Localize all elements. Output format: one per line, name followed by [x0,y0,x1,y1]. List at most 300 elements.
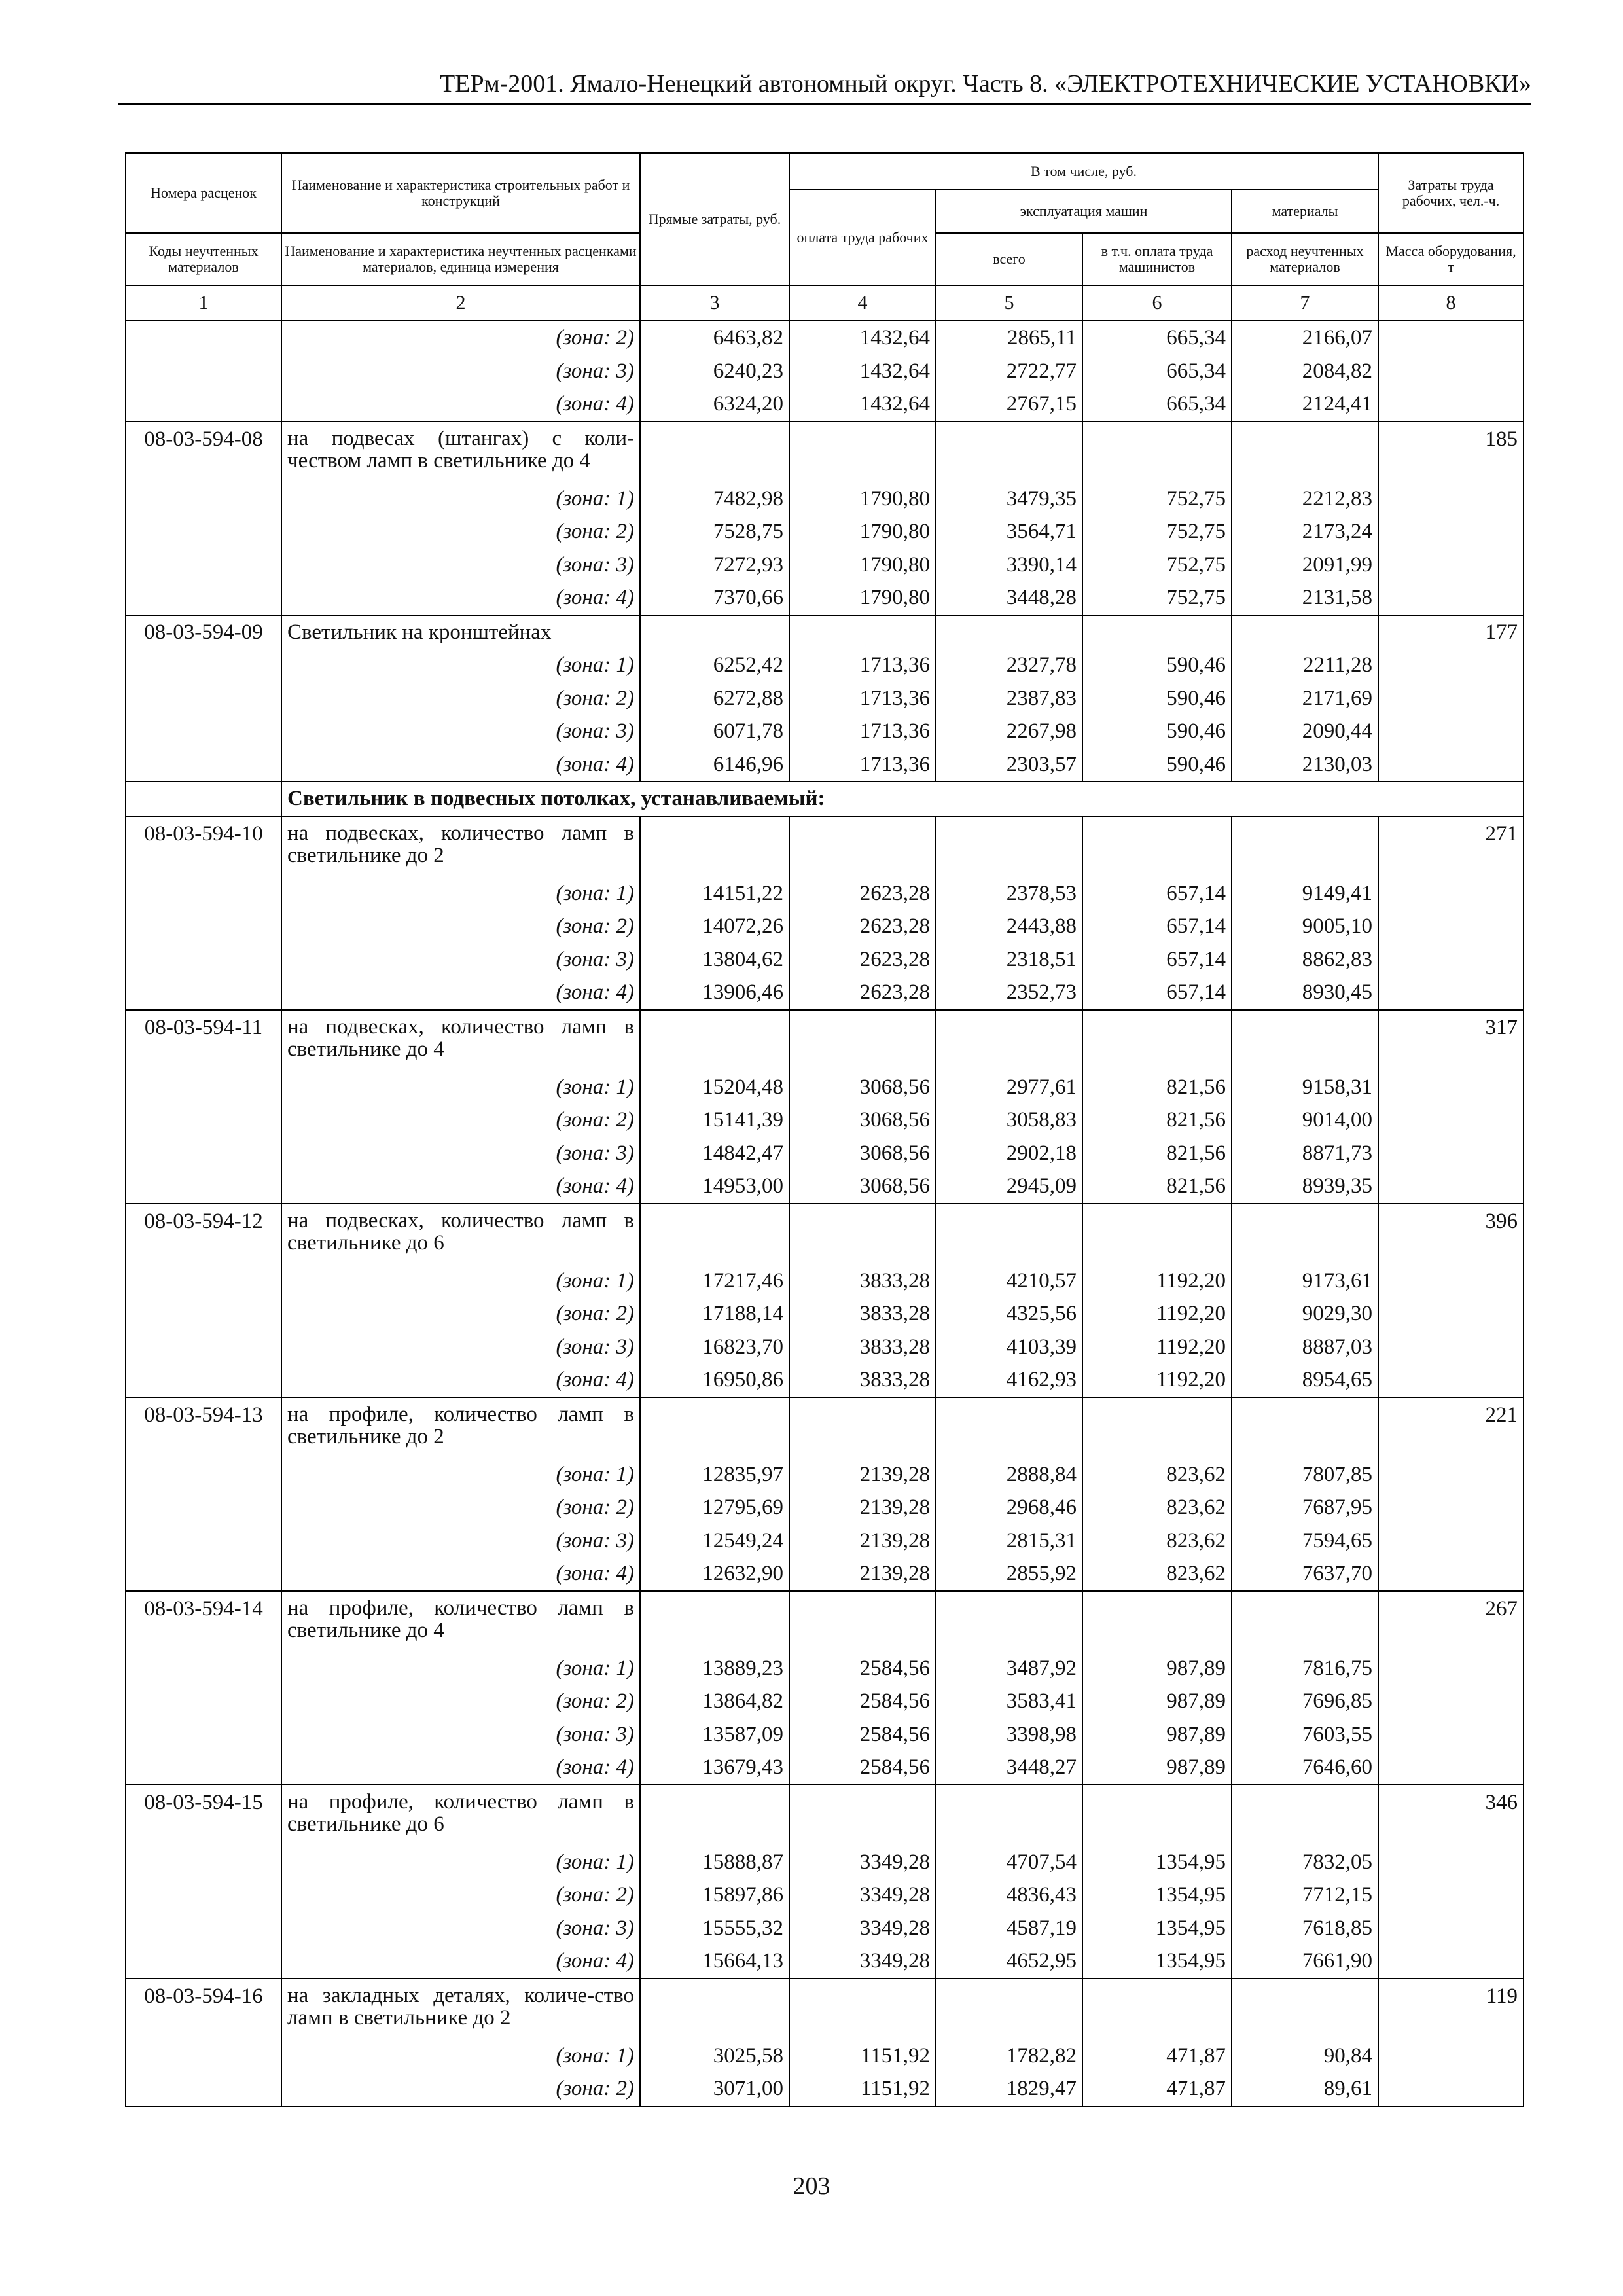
col-rate-number-header: Номера расценок [126,153,281,233]
cost-value: 3833,28 [789,1297,936,1331]
rate-code [126,321,281,355]
cost-value [1232,1591,1378,1652]
column-number: 8 [1378,285,1524,321]
work-name-text: на профиле, количество ламп в светильнике до 4 [287,1596,634,1642]
zone-row [126,877,1524,910]
work-name-text: на подвесках, количество ламп в светильнике до 2 [287,821,634,867]
cost-value: 8887,03 [1232,1331,1378,1364]
cost-value [640,422,789,482]
zone-row [126,1331,1524,1364]
zone-label: (зона: 1) [281,1458,640,1492]
cost-value: 2303,57 [936,748,1082,782]
price-table-container [125,152,1523,2107]
running-header: ТЕРм-2001. Ямало-Ненецкий автономный округ. Часть 8. «ЭЛЕКТРОТЕХНИЧЕСКИЕ УСТАНОВКИ» [440,70,1531,98]
zone-label: (зона: 2) [281,1878,640,1912]
cost-value: 9005,10 [1232,910,1378,943]
cost-value: 987,89 [1082,1718,1232,1751]
labor-hours [1378,2039,1524,2073]
cost-value: 1354,95 [1082,1878,1232,1912]
cost-value: 1432,64 [789,321,936,355]
zone-row [126,1071,1524,1104]
column-number: 6 [1082,285,1232,321]
work-name [281,422,640,482]
labor-hours [1378,877,1524,910]
cost-value: 1829,47 [936,2072,1082,2106]
rate-code: 08-03-594-16 [126,1979,281,2039]
item-row [126,1204,1524,1265]
cost-value [640,1204,789,1265]
labor-hours [1378,1491,1524,1524]
cost-value: 2327,78 [936,649,1082,682]
rate-code [126,581,281,615]
cost-value: 15664,13 [640,1945,789,1979]
zone-label: (зона: 2) [281,1491,640,1524]
cost-value: 7661,90 [1232,1945,1378,1979]
work-name [281,1979,640,2039]
cost-value [789,1010,936,1071]
cost-value [1232,1204,1378,1265]
cost-value: 2387,83 [936,682,1082,715]
cost-value: 6252,42 [640,649,789,682]
work-name [281,1397,640,1458]
cost-value: 1782,82 [936,2039,1082,2073]
cost-value: 8939,35 [1232,1170,1378,1204]
cost-value: 1151,92 [789,2039,936,2073]
cost-value: 9149,41 [1232,877,1378,910]
cost-value: 13587,09 [640,1718,789,1751]
cost-value [640,1979,789,2039]
col-labor-hours-header: Затраты труда рабочих, чел.-ч. [1378,153,1524,233]
cost-value: 821,56 [1082,1071,1232,1104]
cost-value: 2815,31 [936,1524,1082,1558]
cost-value [936,615,1082,649]
cost-value: 2139,28 [789,1557,936,1591]
price-table [125,152,1524,2107]
work-name [281,816,640,877]
cost-value: 16950,86 [640,1363,789,1397]
zone-label: (зона: 1) [281,1846,640,1879]
zone-label: (зона: 1) [281,1265,640,1298]
cost-value: 4325,56 [936,1297,1082,1331]
cost-value [789,816,936,877]
rate-code [126,1557,281,1591]
zone-row [126,1265,1524,1298]
rate-code [126,1846,281,1879]
cost-value: 9158,31 [1232,1071,1378,1104]
zone-row [126,910,1524,943]
work-name-text: на закладных деталях, количе-ство ламп в светильнике до 2 [287,1983,634,2030]
cost-value: 13864,82 [640,1685,789,1718]
zone-label: (зона: 3) [281,355,640,388]
cost-value: 2378,53 [936,877,1082,910]
col-direct-costs-header: Прямые затраты, руб. [640,153,789,285]
cost-value: 2584,56 [789,1685,936,1718]
rate-code [126,943,281,977]
labor-hours [1378,387,1524,422]
cost-value [1082,615,1232,649]
labor-hours [1378,1137,1524,1170]
col-materials-header: материалы [1232,190,1378,233]
labor-hours [1378,1685,1524,1718]
column-number: 2 [281,285,640,321]
cost-value [640,615,789,649]
rate-code [126,1912,281,1945]
cost-value: 3448,28 [936,581,1082,615]
labor-hours [1378,1878,1524,1912]
zone-label: (зона: 1) [281,1652,640,1685]
labor-hours: 119 [1378,1979,1524,2039]
cost-value: 3833,28 [789,1363,936,1397]
zone-label: (зона: 1) [281,649,640,682]
cost-value: 2139,28 [789,1524,936,1558]
labor-hours [1378,1170,1524,1204]
cost-value: 1192,20 [1082,1297,1232,1331]
cost-value [936,816,1082,877]
cost-value: 7482,98 [640,482,789,516]
zone-label: (зона: 1) [281,1071,640,1104]
zone-label: (зона: 4) [281,1557,640,1591]
item-row [126,422,1524,482]
zone-row [126,1103,1524,1137]
rate-code [126,1718,281,1751]
cost-value: 3448,27 [936,1751,1082,1785]
column-number: 4 [789,285,936,321]
labor-hours: 271 [1378,816,1524,877]
cost-value: 3349,28 [789,1912,936,1945]
zone-label: (зона: 3) [281,715,640,748]
rate-code [126,1945,281,1979]
zone-row [126,355,1524,388]
cost-value: 2767,15 [936,387,1082,422]
labor-hours [1378,321,1524,355]
cost-value: 2171,69 [1232,682,1378,715]
cost-value: 7618,85 [1232,1912,1378,1945]
zone-row [126,321,1524,355]
cost-value [936,1397,1082,1458]
cost-value: 7712,15 [1232,1878,1378,1912]
zone-row [126,943,1524,977]
item-row [126,1397,1524,1458]
cost-value: 752,75 [1082,548,1232,582]
labor-hours: 346 [1378,1785,1524,1846]
cost-value: 2623,28 [789,910,936,943]
zone-row [126,976,1524,1010]
zone-row [126,1363,1524,1397]
cost-value [789,1979,936,2039]
cost-value: 3068,56 [789,1103,936,1137]
cost-value: 8871,73 [1232,1137,1378,1170]
cost-value [789,1785,936,1846]
labor-hours [1378,2072,1524,2106]
item-row [126,816,1524,877]
cost-value: 4103,39 [936,1331,1082,1364]
cost-value: 3068,56 [789,1170,936,1204]
zone-label: (зона: 2) [281,682,640,715]
col-machines-total-header: всего [936,233,1082,285]
cost-value: 2584,56 [789,1718,936,1751]
rate-code [126,355,281,388]
section-code-cell [126,781,281,816]
work-name [281,1591,640,1652]
labor-hours: 177 [1378,615,1524,649]
cost-value: 90,84 [1232,2039,1378,2073]
cost-value: 7370,66 [640,581,789,615]
labor-hours [1378,581,1524,615]
column-number: 5 [936,285,1082,321]
zone-label: (зона: 1) [281,482,640,516]
zone-row [126,1458,1524,1492]
cost-value: 2352,73 [936,976,1082,1010]
cost-value: 3487,92 [936,1652,1082,1685]
labor-hours [1378,1363,1524,1397]
rate-code [126,515,281,548]
cost-value: 2977,61 [936,1071,1082,1104]
cost-value: 2131,58 [1232,581,1378,615]
cost-value: 2166,07 [1232,321,1378,355]
cost-value: 2173,24 [1232,515,1378,548]
cost-value: 9173,61 [1232,1265,1378,1298]
cost-value: 1192,20 [1082,1265,1232,1298]
cost-value: 987,89 [1082,1685,1232,1718]
cost-value: 2945,09 [936,1170,1082,1204]
cost-value [640,1397,789,1458]
work-name-text: на подвесках, количество ламп в светильнике до 4 [287,1014,634,1061]
zone-label: (зона: 2) [281,515,640,548]
cost-value: 471,87 [1082,2072,1232,2106]
cost-value: 2623,28 [789,943,936,977]
rate-code: 08-03-594-14 [126,1591,281,1652]
cost-value: 2124,41 [1232,387,1378,422]
cost-value: 8930,45 [1232,976,1378,1010]
cost-value: 6463,82 [640,321,789,355]
cost-value: 823,62 [1082,1458,1232,1492]
rate-code [126,1751,281,1785]
cost-value: 13679,43 [640,1751,789,1785]
cost-value: 14072,26 [640,910,789,943]
work-name-text: на профиле, количество ламп в светильнике до 6 [287,1789,634,1836]
zone-label: (зона: 3) [281,1524,640,1558]
cost-value: 2211,28 [1232,649,1378,682]
column-number: 7 [1232,285,1378,321]
cost-value: 752,75 [1082,515,1232,548]
labor-hours [1378,1557,1524,1591]
labor-hours [1378,1331,1524,1364]
cost-value: 1354,95 [1082,1912,1232,1945]
cost-value: 15555,32 [640,1912,789,1945]
zone-label: (зона: 4) [281,387,640,422]
cost-value: 665,34 [1082,321,1232,355]
cost-value: 7687,95 [1232,1491,1378,1524]
column-number: 1 [126,285,281,321]
zone-label: (зона: 1) [281,877,640,910]
work-name [281,615,640,649]
labor-hours [1378,1912,1524,1945]
cost-value: 12549,24 [640,1524,789,1558]
cost-value: 1790,80 [789,581,936,615]
work-name-text: на профиле, количество ламп в светильнике до 2 [287,1402,634,1448]
cost-value: 7637,70 [1232,1557,1378,1591]
cost-value [1232,1397,1378,1458]
rate-code [126,715,281,748]
cost-value: 471,87 [1082,2039,1232,2073]
labor-hours [1378,1524,1524,1558]
labor-hours [1378,976,1524,1010]
rate-code [126,1878,281,1912]
zone-row [126,649,1524,682]
cost-value: 3058,83 [936,1103,1082,1137]
labor-hours [1378,482,1524,516]
cost-value [640,1785,789,1846]
cost-value: 3833,28 [789,1265,936,1298]
cost-value: 1192,20 [1082,1363,1232,1397]
cost-value [1232,1979,1378,2039]
zone-label: (зона: 2) [281,2072,640,2106]
rate-code [126,1137,281,1170]
zone-row [126,1491,1524,1524]
cost-value [936,1204,1082,1265]
cost-value: 2722,77 [936,355,1082,388]
cost-value [789,422,936,482]
rate-code [126,748,281,782]
rate-code: 08-03-594-12 [126,1204,281,1265]
cost-value [1232,816,1378,877]
cost-value: 657,14 [1082,910,1232,943]
rate-code [126,1363,281,1397]
zone-row [126,715,1524,748]
cost-value: 2443,88 [936,910,1082,943]
cost-value: 657,14 [1082,877,1232,910]
cost-value: 2855,92 [936,1557,1082,1591]
cost-value: 3564,71 [936,515,1082,548]
zone-label: (зона: 3) [281,1718,640,1751]
cost-value: 3068,56 [789,1071,936,1104]
cost-value: 4210,57 [936,1265,1082,1298]
rate-code [126,2039,281,2073]
cost-value: 2968,46 [936,1491,1082,1524]
cost-value: 6240,23 [640,355,789,388]
rate-code [126,1331,281,1364]
cost-value [936,1785,1082,1846]
zone-row [126,1652,1524,1685]
cost-value: 1151,92 [789,2072,936,2106]
rate-code [126,1491,281,1524]
cost-value: 1713,36 [789,682,936,715]
cost-value: 1354,95 [1082,1945,1232,1979]
labor-hours [1378,910,1524,943]
cost-value: 6071,78 [640,715,789,748]
cost-value: 3833,28 [789,1331,936,1364]
zone-row [126,1718,1524,1751]
work-name [281,1785,640,1846]
labor-hours [1378,1718,1524,1751]
cost-value: 1790,80 [789,515,936,548]
labor-hours [1378,1751,1524,1785]
work-name [281,1010,640,1071]
cost-value: 1192,20 [1082,1331,1232,1364]
cost-value: 2130,03 [1232,748,1378,782]
cost-value: 3025,58 [640,2039,789,2073]
cost-value [1232,615,1378,649]
zone-row [126,515,1524,548]
labor-hours [1378,1652,1524,1685]
zone-label: (зона: 3) [281,1331,640,1364]
rate-code [126,1265,281,1298]
rate-code [126,1524,281,1558]
labor-hours [1378,1071,1524,1104]
cost-value: 6324,20 [640,387,789,422]
cost-value: 7816,75 [1232,1652,1378,1685]
zone-row [126,1751,1524,1785]
zone-label: (зона: 2) [281,321,640,355]
zone-row [126,2072,1524,2106]
cost-value [1082,1979,1232,2039]
cost-value: 13906,46 [640,976,789,1010]
column-numbers-row [126,285,1524,321]
zone-label: (зона: 4) [281,1170,640,1204]
cost-value: 8862,83 [1232,943,1378,977]
section-title: Светильник в подвесных потолках, устанавливаемый: [281,781,1524,816]
labor-hours: 267 [1378,1591,1524,1652]
cost-value [640,1010,789,1071]
zone-row [126,548,1524,582]
rate-code: 08-03-594-08 [126,422,281,482]
zone-label: (зона: 2) [281,1297,640,1331]
cost-value: 1713,36 [789,715,936,748]
labor-hours [1378,1103,1524,1137]
col-work-name-header: Наименование и характеристика строительных работ и конструкций [281,153,640,233]
rate-code: 08-03-594-13 [126,1397,281,1458]
cost-value: 7646,60 [1232,1751,1378,1785]
labor-hours [1378,715,1524,748]
cost-value: 590,46 [1082,682,1232,715]
labor-hours [1378,548,1524,582]
cost-value [936,422,1082,482]
cost-value: 7832,05 [1232,1846,1378,1879]
cost-value [1082,1010,1232,1071]
labor-hours [1378,1297,1524,1331]
zone-row [126,387,1524,422]
labor-hours: 185 [1378,422,1524,482]
cost-value: 7594,65 [1232,1524,1378,1558]
rate-code [126,877,281,910]
cost-value: 4652,95 [936,1945,1082,1979]
rate-code [126,682,281,715]
column-number: 3 [640,285,789,321]
cost-value: 15141,39 [640,1103,789,1137]
cost-value: 3398,98 [936,1718,1082,1751]
rate-code [126,1685,281,1718]
zone-label: (зона: 4) [281,748,640,782]
cost-value: 12835,97 [640,1458,789,1492]
rate-code [126,548,281,582]
zone-row [126,1878,1524,1912]
page-number: 203 [793,2172,830,2200]
rate-code [126,1170,281,1204]
cost-value: 2091,99 [1232,548,1378,582]
cost-value: 823,62 [1082,1557,1232,1591]
rate-code [126,482,281,516]
cost-value: 2084,82 [1232,355,1378,388]
cost-value: 7696,85 [1232,1685,1378,1718]
cost-value: 17188,14 [640,1297,789,1331]
rate-code: 08-03-594-11 [126,1010,281,1071]
labor-hours [1378,682,1524,715]
work-name-text: на подвесках, количество ламп в светильнике до 6 [287,1208,634,1255]
cost-value: 3349,28 [789,1878,936,1912]
zone-row [126,1945,1524,1979]
zone-row [126,1912,1524,1945]
cost-value: 3479,35 [936,482,1082,516]
